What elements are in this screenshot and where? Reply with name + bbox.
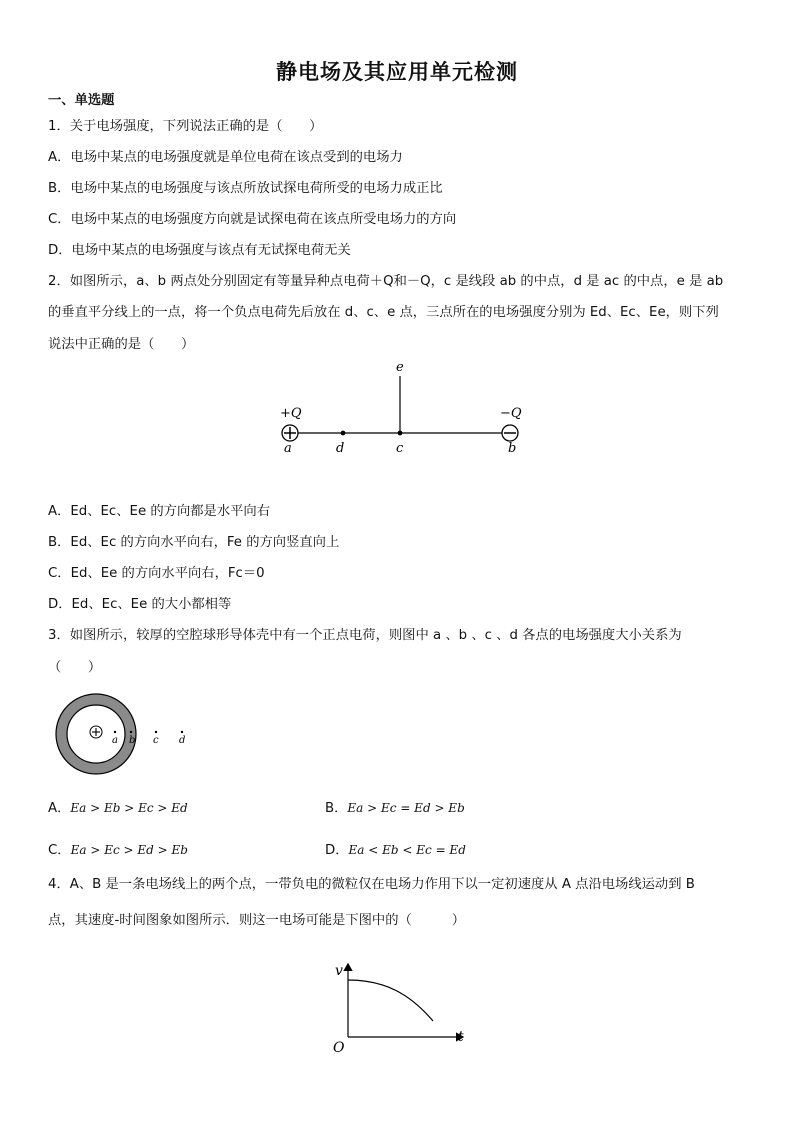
q1-option-a: A．电场中某点的电场强度就是单位电荷在该点受到的电场力	[48, 150, 403, 165]
section-heading: 一、单选题	[48, 93, 115, 108]
point-d	[181, 731, 183, 733]
q2-stem-line2: 的垂直平分线上的一点，将一个负点电荷先后放在 d、c、e 点，三点所在的电场强度分别为 Ed、Ec、Ee，则下列	[48, 305, 719, 320]
label-plus-q: +Q	[280, 406, 302, 421]
q2-stem-line3: 说法中正确的是（ ）	[48, 337, 195, 352]
q1-option-b: B．电场中某点的电场强度与该点所放试探电荷所受的电场力成正比	[48, 181, 443, 196]
label-origin: O	[333, 1040, 345, 1056]
q2-option-c: C．Ed、Ee 的方向水平向右，Fc＝0	[48, 566, 265, 581]
label-v: v	[335, 963, 343, 979]
q2-stem-line1: 2．如图所示，a、b 两点处分别固定有等量异种点电荷＋Q和－Q，c 是线段 ab 的中点，d 是 ac 的中点，e 是 ab	[48, 274, 724, 289]
label-t: t	[458, 1029, 464, 1045]
q3-stem-line2: （ ）	[48, 660, 102, 675]
point-d	[341, 431, 346, 436]
q4-velocity-time-graph	[325, 958, 475, 1056]
label-minus-q: −Q	[500, 406, 522, 421]
q2-charge-diagram	[270, 358, 530, 460]
point-b	[130, 731, 132, 733]
q1-option-d: D．电场中某点的电场强度与该点有无试探电荷无关	[48, 243, 351, 258]
q3-option-c: C．Ea > Ec > Ed > Eb	[48, 843, 188, 858]
label-a: a	[112, 735, 118, 746]
velocity-curve	[348, 980, 433, 1021]
q3-conductor-shell-diagram	[52, 688, 202, 780]
point-c	[398, 431, 403, 436]
q4-stem-line1: 4．A、B 是一条电场线上的两个点，一带负电的微粒仅在电场力作用下以一定初速度从 A 点沿电场线运动到 B	[48, 877, 695, 892]
q3-stem-line1: 3．如图所示，较厚的空腔球形导体壳中有一个正点电荷，则图中 a 、b 、c 、d 各点的电场强度大小关系为	[48, 628, 682, 643]
point-a	[114, 731, 116, 733]
q2-option-b: B．Ed、Ec 的方向水平向右，Fe 的方向竖直向上	[48, 535, 340, 550]
label-b: b	[129, 735, 136, 746]
label-c: c	[153, 735, 159, 746]
q3-option-a: A．Ea > Eb > Ec > Ed	[48, 801, 188, 816]
point-c	[155, 731, 157, 733]
q4-stem-line2: 点，其速度-时间图象如图所示．则这一电场可能是下图中的（ ）	[48, 913, 466, 928]
q1-option-c: C．电场中某点的电场强度方向就是试探电荷在该点所受电场力的方向	[48, 212, 457, 227]
label-c: c	[396, 441, 404, 456]
label-b: b	[508, 441, 517, 456]
q1-stem: 1．关于电场强度，下列说法正确的是（ ）	[48, 119, 323, 134]
q3-option-b: B．Ea > Ec = Ed > Eb	[325, 801, 465, 816]
label-d: d	[336, 441, 345, 456]
page-title: 静电场及其应用单元检测	[276, 60, 518, 84]
q3-option-d: D．Ea < Eb < Ec = Ed	[325, 843, 466, 858]
q2-option-d: D．Ed、Ec、Ee 的大小都相等	[48, 597, 232, 612]
label-e: e	[396, 360, 404, 375]
label-d: d	[179, 735, 186, 746]
q2-option-a: A．Ed、Ec、Ee 的方向都是水平向右	[48, 504, 271, 519]
label-a: a	[284, 441, 292, 456]
